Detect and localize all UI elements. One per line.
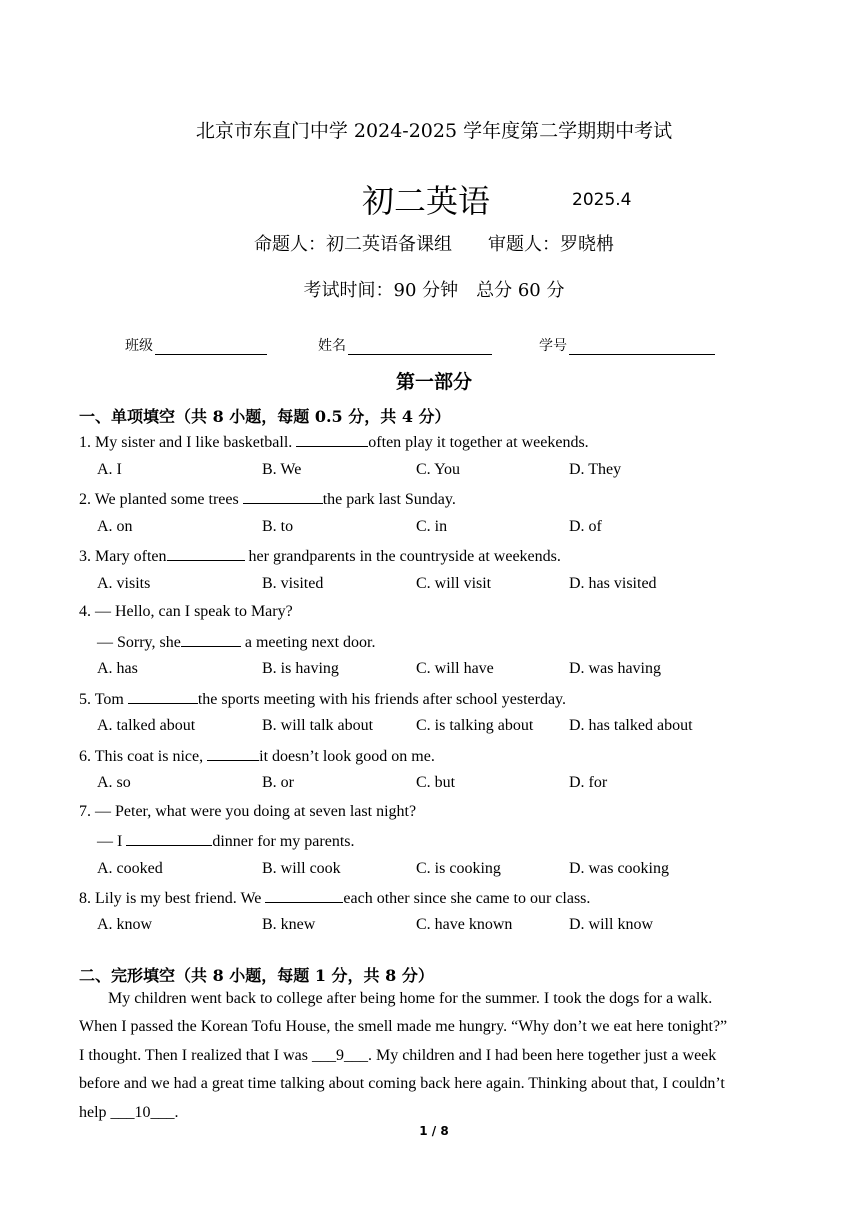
page-number: 1 / 8: [419, 1124, 449, 1138]
option-c[interactable]: C. in: [416, 518, 448, 535]
option-b[interactable]: B. knew: [262, 916, 316, 933]
question-text: 8. Lily is my best friend. We: [79, 890, 266, 907]
question-8: [79, 888, 590, 908]
student-id-blank[interactable]: [569, 340, 715, 355]
answer-blank[interactable]: [167, 546, 245, 561]
question-1: [79, 432, 589, 452]
answer-blank[interactable]: [265, 888, 343, 903]
student-id-field: [539, 335, 715, 355]
class-blank[interactable]: [155, 340, 267, 355]
question-text: the park last Sunday.: [322, 491, 456, 508]
question-text: — I: [97, 833, 127, 850]
answer-blank[interactable]: [126, 831, 212, 846]
answer-blank[interactable]: [296, 432, 368, 447]
question-4-line-2: [97, 632, 375, 652]
question-text: 1. My sister and I like basketball.: [79, 434, 297, 451]
passage-line-3: I thought. Then I realized that I was ___9___. My children and I had been here together just a week: [79, 1047, 717, 1064]
section-one-title: 一、单项填空（共 8 小题，每题 0.5 分，共 4 分）: [79, 407, 451, 426]
class-label: 班级: [125, 338, 153, 354]
question-7-line-1: 7. — Peter, what were you doing at seven last night?: [79, 803, 417, 820]
passage-line-1: My children went back to college after being home for the summer. I took the dogs for a walk.: [108, 990, 713, 1007]
name-blank[interactable]: [348, 340, 492, 355]
option-d[interactable]: D. was cooking: [569, 860, 669, 877]
answer-blank[interactable]: [243, 489, 323, 504]
option-b[interactable]: B. visited: [262, 575, 324, 592]
question-2: [79, 489, 456, 509]
option-a[interactable]: A. has: [97, 660, 138, 677]
option-b[interactable]: B. to: [262, 518, 294, 535]
class-field: [125, 335, 267, 355]
option-a[interactable]: A. I: [97, 461, 122, 478]
exam-info-line: 考试时间：90 分钟 总分 60 分: [303, 280, 565, 301]
option-d[interactable]: D. was having: [569, 660, 661, 677]
name-field: [318, 335, 492, 355]
option-c[interactable]: C. but: [416, 774, 456, 791]
subject-title: 初二英语: [362, 182, 491, 220]
passage-line-4: before and we had a great time talking about coming back here again. Thinking about that, I couldn’t: [79, 1075, 725, 1092]
option-c[interactable]: C. will have: [416, 660, 494, 677]
question-text: 3. Mary often: [79, 548, 167, 565]
answer-blank[interactable]: [128, 689, 198, 704]
option-a[interactable]: A. talked about: [97, 717, 196, 734]
question-4-line-1: 4. — Hello, can I speak to Mary?: [79, 603, 293, 620]
option-a[interactable]: A. cooked: [97, 860, 163, 877]
answer-blank[interactable]: [207, 746, 259, 761]
question-6: [79, 746, 435, 766]
option-c[interactable]: C. is talking about: [416, 717, 534, 734]
option-d[interactable]: D. of: [569, 518, 602, 535]
option-d[interactable]: D. has talked about: [569, 717, 693, 734]
school-exam-title: 北京市东直门中学 2024-2025 学年度第二学期期中考试: [195, 120, 673, 142]
option-c[interactable]: C. have known: [416, 916, 513, 933]
option-a[interactable]: A. on: [97, 518, 133, 535]
passage-line-5: help ___10___.: [79, 1104, 179, 1121]
question-text: the sports meeting with his friends after school yesterday.: [197, 691, 567, 708]
option-b[interactable]: B. will cook: [262, 860, 341, 877]
option-b[interactable]: B. is having: [262, 660, 339, 677]
option-d[interactable]: D. has visited: [569, 575, 657, 592]
part-one-title: 第一部分: [395, 371, 472, 393]
option-d[interactable]: D. will know: [569, 916, 653, 933]
option-d[interactable]: D. for: [569, 774, 608, 791]
option-a[interactable]: A. visits: [97, 575, 151, 592]
option-c[interactable]: C. You: [416, 461, 461, 478]
question-text: it doesn’t look good on me.: [259, 748, 435, 765]
section-two-title: 二、完形填空（共 8 小题，每题 1 分，共 8 分）: [79, 966, 434, 985]
name-label: 姓名: [318, 338, 346, 354]
option-b[interactable]: B. We: [262, 461, 302, 478]
question-text: 2. We planted some trees: [79, 491, 243, 508]
option-b[interactable]: B. will talk about: [262, 717, 374, 734]
question-5: [79, 689, 566, 709]
question-text: 6. This coat is nice,: [79, 748, 208, 765]
question-text: each other since she came to our class.: [343, 890, 591, 907]
question-text: often play it together at weekends.: [368, 434, 589, 451]
option-c[interactable]: C. will visit: [416, 575, 492, 592]
question-7-line-2: [97, 831, 355, 851]
question-3: [79, 546, 561, 566]
option-c[interactable]: C. is cooking: [416, 860, 501, 877]
option-a[interactable]: A. so: [97, 774, 131, 791]
option-a[interactable]: A. know: [97, 916, 153, 933]
question-text: dinner for my parents.: [212, 833, 355, 850]
option-d[interactable]: D. They: [569, 461, 622, 478]
option-b[interactable]: B. or: [262, 774, 294, 791]
exam-date: 2025.4: [572, 190, 632, 210]
question-text: — Sorry, she: [97, 634, 181, 651]
question-text: her grandparents in the countryside at weekends.: [244, 548, 561, 565]
student-id-label: 学号: [539, 338, 567, 354]
question-text: 5. Tom: [79, 691, 128, 708]
question-text: a meeting next door.: [240, 634, 376, 651]
authors-line: 命题人：初二英语备课组 审题人：罗晓柟: [254, 234, 614, 255]
passage-line-2: When I passed the Korean Tofu House, the smell made me hungry. “Why don’t we eat here tonight?”: [79, 1018, 728, 1035]
answer-blank[interactable]: [181, 632, 241, 647]
